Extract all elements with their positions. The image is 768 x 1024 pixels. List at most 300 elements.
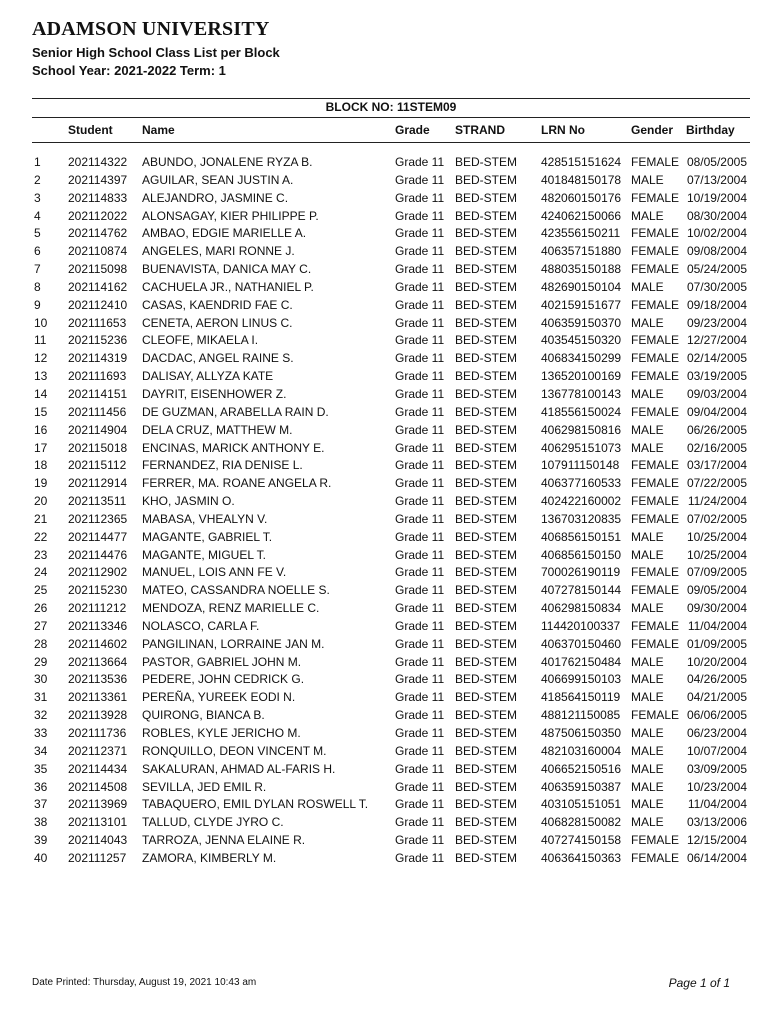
student-name: DELA CRUZ, MATTHEW M. bbox=[142, 422, 293, 437]
grade-level: Grade 11 bbox=[395, 226, 445, 241]
student-id: 202114043 bbox=[68, 833, 128, 848]
student-id: 202112365 bbox=[68, 511, 128, 526]
student-id: 202113101 bbox=[68, 815, 128, 830]
strand: BED-STEM bbox=[455, 369, 518, 384]
row-number: 16 bbox=[34, 422, 48, 437]
strand: BED-STEM bbox=[455, 743, 518, 758]
lrn-number: 482690150104 bbox=[541, 279, 622, 294]
table-row bbox=[0, 512, 768, 530]
student-id: 202114151 bbox=[68, 386, 128, 401]
gender: FEMALE bbox=[631, 369, 680, 384]
grade-level: Grade 11 bbox=[395, 297, 445, 312]
gender: MALE bbox=[631, 654, 664, 669]
student-name: ANGELES, MARI RONNE J. bbox=[142, 244, 295, 259]
gender: MALE bbox=[631, 208, 664, 223]
student-id: 202112902 bbox=[68, 565, 128, 580]
birthday: 07/09/2005 bbox=[686, 565, 747, 580]
strand: BED-STEM bbox=[455, 618, 518, 633]
grade-level: Grade 11 bbox=[395, 386, 445, 401]
table-row bbox=[0, 762, 768, 780]
table-row bbox=[0, 655, 768, 673]
birthday: 11/04/2004 bbox=[687, 618, 747, 633]
gender: MALE bbox=[631, 726, 664, 740]
lrn-number: 424062150066 bbox=[541, 208, 622, 223]
lrn-number: 136703120835 bbox=[541, 511, 622, 526]
student-id: 202112371 bbox=[68, 743, 128, 758]
strand: BED-STEM bbox=[455, 190, 518, 205]
birthday: 06/14/2004 bbox=[686, 850, 747, 865]
student-name: SAKALURAN, AHMAD AL-FARIS H. bbox=[142, 761, 336, 776]
gender: MALE bbox=[631, 690, 664, 705]
strand: BED-STEM bbox=[455, 494, 518, 509]
strand: BED-STEM bbox=[455, 761, 518, 776]
row-number: 6 bbox=[34, 244, 41, 259]
lrn-number: 418564150119 bbox=[541, 690, 621, 705]
lrn-number: 406652150516 bbox=[541, 761, 622, 776]
student-name: PASTOR, GABRIEL JOHN M. bbox=[142, 654, 302, 669]
strand: BED-STEM bbox=[455, 636, 518, 651]
row-number: 21 bbox=[34, 511, 48, 526]
birthday: 03/19/2005 bbox=[686, 369, 747, 384]
birthday: 12/27/2004 bbox=[686, 333, 747, 348]
row-number: 32 bbox=[34, 708, 48, 723]
student-name: SEVILLA, JED EMIL R. bbox=[142, 779, 267, 794]
birthday: 01/09/2005 bbox=[686, 636, 747, 651]
gender: FEMALE bbox=[631, 333, 680, 348]
column-header-strand: STRAND bbox=[455, 123, 505, 137]
strand: BED-STEM bbox=[455, 601, 518, 616]
row-number: 28 bbox=[34, 636, 48, 651]
table-row bbox=[0, 387, 768, 405]
grade-level: Grade 11 bbox=[395, 850, 445, 865]
table-row bbox=[0, 565, 768, 583]
grade-level: Grade 11 bbox=[395, 833, 445, 848]
grade-level: Grade 11 bbox=[395, 262, 445, 277]
lrn-number: 403105151051 bbox=[541, 797, 622, 812]
row-number: 20 bbox=[34, 494, 48, 509]
lrn-number: 406856150151 bbox=[541, 529, 622, 544]
grade-level: Grade 11 bbox=[395, 244, 445, 259]
birthday: 10/25/2004 bbox=[686, 529, 747, 544]
table-row bbox=[0, 173, 768, 191]
student-id: 202111693 bbox=[68, 369, 127, 384]
row-number: 12 bbox=[34, 351, 48, 366]
student-name: AMBAO, EDGIE MARIELLE A. bbox=[142, 226, 307, 241]
lrn-number: 406699150103 bbox=[541, 672, 622, 687]
table-row bbox=[0, 797, 768, 815]
school-year-label: School Year: 2021-2022 Term: 1 bbox=[32, 63, 226, 78]
student-id: 202115098 bbox=[68, 262, 128, 277]
student-name: PEDERE, JOHN CEDRICK G. bbox=[142, 672, 305, 687]
table-row bbox=[0, 619, 768, 637]
student-name: TARROZA, JENNA ELAINE R. bbox=[142, 833, 306, 848]
student-id: 202110874 bbox=[68, 244, 128, 259]
table-row bbox=[0, 226, 768, 244]
lrn-number: 428515151624 bbox=[541, 155, 622, 169]
birthday: 10/23/2004 bbox=[686, 779, 747, 794]
grade-level: Grade 11 bbox=[395, 476, 445, 491]
lrn-number: 406298150816 bbox=[541, 422, 622, 437]
strand: BED-STEM bbox=[455, 297, 518, 312]
student-id: 202114476 bbox=[68, 547, 128, 562]
birthday: 07/13/2004 bbox=[686, 172, 747, 187]
grade-level: Grade 11 bbox=[395, 529, 445, 544]
table-row bbox=[0, 405, 768, 423]
lrn-number: 406828150082 bbox=[541, 815, 622, 830]
table-row bbox=[0, 369, 768, 387]
grade-level: Grade 11 bbox=[395, 494, 445, 509]
student-name: CENETA, AERON LINUS C. bbox=[142, 315, 293, 330]
page-number: Page 1 of 1 bbox=[668, 976, 730, 990]
strand: BED-STEM bbox=[455, 351, 518, 366]
table-row bbox=[0, 441, 768, 459]
birthday: 10/19/2004 bbox=[686, 190, 747, 205]
table-row bbox=[0, 476, 768, 494]
grade-level: Grade 11 bbox=[395, 172, 445, 187]
table-row bbox=[0, 280, 768, 298]
student-name: ALONSAGAY, KIER PHILIPPE P. bbox=[142, 208, 319, 223]
lrn-number: 406357151880 bbox=[541, 244, 622, 259]
grade-level: Grade 11 bbox=[395, 654, 445, 669]
strand: BED-STEM bbox=[455, 226, 518, 241]
block-number-label: BLOCK NO: 11STEM09 bbox=[325, 100, 457, 114]
birthday: 09/05/2004 bbox=[686, 583, 747, 598]
birthday: 08/05/2005 bbox=[686, 155, 747, 169]
birthday: 10/25/2004 bbox=[686, 547, 747, 562]
grade-level: Grade 11 bbox=[395, 351, 445, 366]
row-number: 31 bbox=[34, 690, 48, 705]
lrn-number: 482060150176 bbox=[541, 190, 622, 205]
gender: MALE bbox=[631, 815, 664, 830]
gender: FEMALE bbox=[631, 833, 680, 848]
lrn-number: 418556150024 bbox=[541, 404, 622, 419]
table-row bbox=[0, 601, 768, 619]
grade-level: Grade 11 bbox=[395, 708, 445, 723]
row-number: 3 bbox=[34, 190, 41, 205]
column-header-student: Student bbox=[68, 123, 113, 137]
student-id: 202112022 bbox=[68, 208, 128, 223]
table-row bbox=[0, 155, 768, 173]
strand: BED-STEM bbox=[455, 547, 518, 562]
student-name: CASAS, KAENDRID FAE C. bbox=[142, 297, 293, 312]
grade-level: Grade 11 bbox=[395, 208, 445, 223]
student-id: 202114762 bbox=[68, 226, 128, 241]
column-header-gender: Gender bbox=[631, 123, 674, 137]
strand: BED-STEM bbox=[455, 797, 518, 812]
lrn-number: 402159151677 bbox=[541, 297, 622, 312]
student-name: MABASA, VHEALYN V. bbox=[142, 511, 268, 526]
gender: MALE bbox=[631, 529, 664, 544]
table-row bbox=[0, 637, 768, 655]
student-id: 202113928 bbox=[68, 708, 128, 723]
grade-level: Grade 11 bbox=[395, 190, 445, 205]
row-number: 23 bbox=[34, 547, 48, 562]
student-name: ENCINAS, MARICK ANTHONY E. bbox=[142, 440, 325, 455]
gender: FEMALE bbox=[631, 494, 680, 509]
student-id: 202111257 bbox=[68, 850, 127, 865]
birthday: 07/02/2005 bbox=[686, 511, 747, 526]
student-id: 202113361 bbox=[68, 690, 128, 705]
column-header-grade: Grade bbox=[395, 123, 430, 137]
grade-level: Grade 11 bbox=[395, 618, 445, 633]
grade-level: Grade 11 bbox=[395, 797, 445, 812]
table-row bbox=[0, 726, 768, 744]
strand: BED-STEM bbox=[455, 726, 518, 740]
gender: FEMALE bbox=[631, 850, 680, 865]
birthday: 06/06/2005 bbox=[686, 708, 747, 723]
table-row bbox=[0, 815, 768, 833]
student-id: 202114397 bbox=[68, 172, 128, 187]
grade-level: Grade 11 bbox=[395, 315, 445, 330]
gender: FEMALE bbox=[631, 565, 680, 580]
grade-level: Grade 11 bbox=[395, 440, 445, 455]
gender: MALE bbox=[631, 672, 664, 687]
gender: FEMALE bbox=[631, 244, 680, 259]
student-id: 202113664 bbox=[68, 654, 128, 669]
strand: BED-STEM bbox=[455, 386, 518, 401]
student-id: 202114904 bbox=[68, 422, 128, 437]
row-number: 14 bbox=[34, 386, 48, 401]
birthday: 11/04/2004 bbox=[687, 797, 747, 812]
table-row bbox=[0, 583, 768, 601]
grade-level: Grade 11 bbox=[395, 458, 445, 473]
row-number: 5 bbox=[34, 226, 41, 241]
gender: FEMALE bbox=[631, 636, 680, 651]
student-id: 202111456 bbox=[68, 404, 127, 419]
gender: FEMALE bbox=[631, 583, 680, 598]
student-name: TABAQUERO, EMIL DYLAN ROSWELL T. bbox=[142, 797, 369, 812]
lrn-number: 482103160004 bbox=[541, 743, 622, 758]
grade-level: Grade 11 bbox=[395, 779, 445, 794]
row-number: 39 bbox=[34, 833, 48, 848]
birthday: 07/22/2005 bbox=[686, 476, 747, 491]
student-id: 202114322 bbox=[68, 155, 128, 169]
strand: BED-STEM bbox=[455, 565, 518, 580]
student-id: 202114833 bbox=[68, 190, 128, 205]
lrn-number: 406295151073 bbox=[541, 440, 622, 455]
row-number: 34 bbox=[34, 743, 48, 758]
grade-level: Grade 11 bbox=[395, 815, 445, 830]
lrn-number: 136520100169 bbox=[541, 369, 622, 384]
date-printed: Date Printed: Thursday, August 19, 2021 10:43 am bbox=[32, 977, 257, 988]
gender: FEMALE bbox=[631, 262, 680, 277]
lrn-number: 402422160002 bbox=[541, 494, 622, 509]
student-id: 202113536 bbox=[68, 672, 128, 687]
student-id: 202112914 bbox=[68, 476, 128, 491]
row-number: 11 bbox=[34, 333, 47, 348]
student-id: 202114602 bbox=[68, 636, 128, 651]
birthday: 09/04/2004 bbox=[686, 404, 747, 419]
student-name: ALEJANDRO, JASMINE C. bbox=[142, 190, 289, 205]
gender: MALE bbox=[631, 761, 664, 776]
lrn-number: 406370150460 bbox=[541, 636, 622, 651]
strand: BED-STEM bbox=[455, 208, 518, 223]
student-id: 202114477 bbox=[68, 529, 128, 544]
grade-level: Grade 11 bbox=[395, 583, 445, 598]
row-number: 13 bbox=[34, 369, 48, 384]
gender: FEMALE bbox=[631, 458, 680, 473]
student-id: 202115112 bbox=[68, 458, 127, 473]
student-id: 202114162 bbox=[68, 279, 128, 294]
student-id: 202115236 bbox=[68, 333, 128, 348]
birthday: 10/02/2004 bbox=[686, 226, 747, 241]
gender: FEMALE bbox=[631, 511, 680, 526]
row-number: 19 bbox=[34, 476, 48, 491]
gender: FEMALE bbox=[631, 618, 680, 633]
table-row bbox=[0, 458, 768, 476]
table-row bbox=[0, 333, 768, 351]
column-header-name: Name bbox=[142, 123, 175, 137]
table-row bbox=[0, 262, 768, 280]
gender: FEMALE bbox=[631, 404, 680, 419]
student-id: 202111653 bbox=[68, 315, 127, 330]
grade-level: Grade 11 bbox=[395, 511, 445, 526]
university-title: ADAMSON UNIVERSITY bbox=[32, 18, 270, 40]
student-name: FERNANDEZ, RIA DENISE L. bbox=[142, 458, 303, 473]
student-name: MAGANTE, MIGUEL T. bbox=[142, 547, 267, 562]
grade-level: Grade 11 bbox=[395, 404, 445, 419]
gender: FEMALE bbox=[631, 476, 680, 491]
grade-level: Grade 11 bbox=[395, 601, 445, 616]
gender: MALE bbox=[631, 386, 664, 401]
student-name: CACHUELA JR., NATHANIEL P. bbox=[142, 279, 314, 294]
table-row bbox=[0, 244, 768, 262]
table-row bbox=[0, 191, 768, 209]
strand: BED-STEM bbox=[455, 529, 518, 544]
birthday: 11/24/2004 bbox=[687, 494, 747, 509]
student-id: 202114508 bbox=[68, 779, 128, 794]
birthday: 09/03/2004 bbox=[686, 386, 747, 401]
column-header-birthday: Birthday bbox=[686, 123, 735, 137]
birthday: 10/20/2004 bbox=[686, 654, 747, 669]
birthday: 04/26/2005 bbox=[686, 672, 747, 687]
strand: BED-STEM bbox=[455, 172, 518, 187]
grade-level: Grade 11 bbox=[395, 422, 445, 437]
lrn-number: 406359150370 bbox=[541, 315, 622, 330]
table-row bbox=[0, 780, 768, 798]
table-row bbox=[0, 690, 768, 708]
lrn-number: 406364150363 bbox=[541, 850, 622, 865]
strand: BED-STEM bbox=[455, 262, 518, 277]
row-number: 17 bbox=[34, 440, 48, 455]
strand: BED-STEM bbox=[455, 708, 518, 723]
student-name: CLEOFE, MIKAELA I. bbox=[142, 333, 259, 348]
row-number: 38 bbox=[34, 815, 48, 830]
birthday: 09/18/2004 bbox=[686, 297, 747, 312]
gender: MALE bbox=[631, 601, 664, 616]
student-id: 202111736 bbox=[68, 726, 127, 740]
student-id: 202114319 bbox=[68, 351, 128, 366]
student-name: ABUNDO, JONALENE RYZA B. bbox=[142, 155, 313, 169]
block-rule bbox=[32, 117, 750, 118]
student-name: NOLASCO, CARLA F. bbox=[142, 618, 260, 633]
lrn-number: 403545150320 bbox=[541, 333, 622, 348]
student-name: AGUILAR, SEAN JUSTIN A. bbox=[142, 172, 294, 187]
strand: BED-STEM bbox=[455, 654, 518, 669]
row-number: 26 bbox=[34, 601, 48, 616]
lrn-number: 407274150158 bbox=[541, 833, 622, 848]
row-number: 35 bbox=[34, 761, 48, 776]
table-row bbox=[0, 851, 768, 869]
table-row bbox=[0, 423, 768, 441]
strand: BED-STEM bbox=[455, 333, 518, 348]
strand: BED-STEM bbox=[455, 440, 518, 455]
strand: BED-STEM bbox=[455, 279, 518, 294]
student-name: ROBLES, KYLE JERICHO M. bbox=[142, 726, 301, 740]
birthday: 05/24/2005 bbox=[686, 262, 747, 277]
grade-level: Grade 11 bbox=[395, 690, 445, 705]
gender: MALE bbox=[631, 779, 664, 794]
lrn-number: 406377160533 bbox=[541, 476, 622, 491]
lrn-number: 401762150484 bbox=[541, 654, 622, 669]
row-number: 8 bbox=[34, 279, 41, 294]
lrn-number: 406298150834 bbox=[541, 601, 622, 616]
strand: BED-STEM bbox=[455, 315, 518, 330]
lrn-number: 401848150178 bbox=[541, 172, 622, 187]
student-id: 202113969 bbox=[68, 797, 128, 812]
row-number: 29 bbox=[34, 654, 48, 669]
grade-level: Grade 11 bbox=[395, 333, 445, 348]
student-name: MAGANTE, GABRIEL T. bbox=[142, 529, 273, 544]
grade-level: Grade 11 bbox=[395, 369, 445, 384]
strand: BED-STEM bbox=[455, 511, 518, 526]
gender: MALE bbox=[631, 315, 664, 330]
strand: BED-STEM bbox=[455, 779, 518, 794]
lrn-number: 700026190119 bbox=[541, 565, 621, 580]
lrn-number: 488035150188 bbox=[541, 262, 622, 277]
row-number: 22 bbox=[34, 529, 48, 544]
student-name: QUIRONG, BIANCA B. bbox=[142, 708, 265, 723]
grade-level: Grade 11 bbox=[395, 726, 445, 740]
row-number: 40 bbox=[34, 850, 48, 865]
report-subtitle: Senior High School Class List per Block bbox=[32, 45, 280, 60]
column-header-lrn: LRN No bbox=[541, 123, 585, 137]
table-row bbox=[0, 209, 768, 227]
birthday: 09/23/2004 bbox=[686, 315, 747, 330]
student-name: DE GUZMAN, ARABELLA RAIN D. bbox=[142, 404, 329, 419]
birthday: 12/15/2004 bbox=[686, 833, 747, 848]
lrn-number: 487506150350 bbox=[541, 726, 622, 740]
student-name: PEREÑA, YUREEK EODI N. bbox=[142, 690, 296, 705]
grade-level: Grade 11 bbox=[395, 547, 445, 562]
grade-level: Grade 11 bbox=[395, 155, 445, 169]
gender: FEMALE bbox=[631, 708, 680, 723]
birthday: 02/16/2005 bbox=[686, 440, 747, 455]
gender: MALE bbox=[631, 172, 664, 187]
student-name: ZAMORA, KIMBERLY M. bbox=[142, 850, 277, 865]
gender: FEMALE bbox=[631, 226, 680, 241]
row-number: 7 bbox=[34, 262, 41, 277]
student-name: PANGILINAN, LORRAINE JAN M. bbox=[142, 636, 325, 651]
birthday: 07/30/2005 bbox=[686, 279, 747, 294]
table-row bbox=[0, 494, 768, 512]
row-number: 10 bbox=[34, 315, 48, 330]
strand: BED-STEM bbox=[455, 458, 518, 473]
top-rule bbox=[32, 98, 750, 99]
strand: BED-STEM bbox=[455, 476, 518, 491]
birthday: 03/17/2004 bbox=[686, 458, 747, 473]
birthday: 09/30/2004 bbox=[686, 601, 747, 616]
lrn-number: 406359150387 bbox=[541, 779, 622, 794]
grade-level: Grade 11 bbox=[395, 636, 445, 651]
gender: MALE bbox=[631, 279, 664, 294]
header-rule bbox=[32, 142, 750, 143]
table-row bbox=[0, 530, 768, 548]
strand: BED-STEM bbox=[455, 583, 518, 598]
table-row bbox=[0, 744, 768, 762]
birthday: 09/08/2004 bbox=[686, 244, 747, 259]
student-id: 202115018 bbox=[68, 440, 128, 455]
